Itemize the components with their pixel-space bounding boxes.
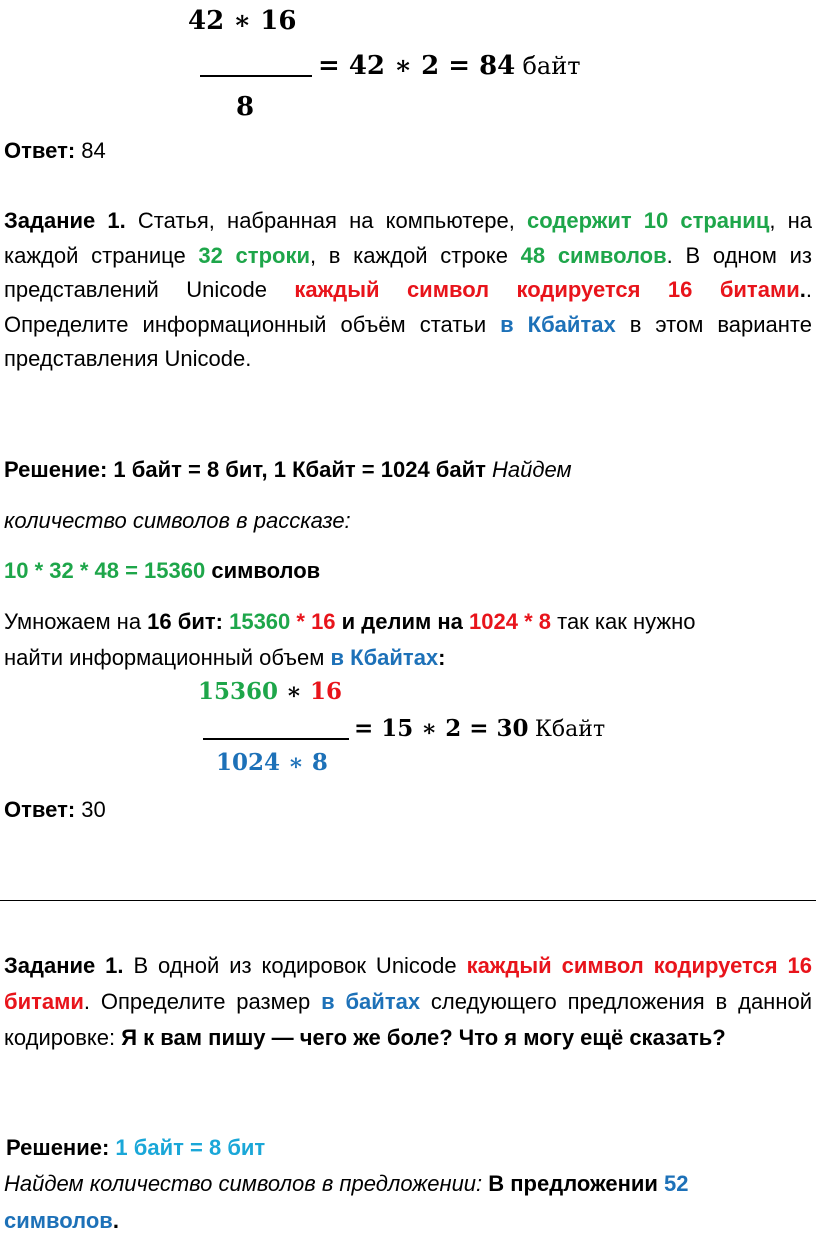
solution2-line2: количество символов в рассказе: [4, 508, 351, 533]
solution2-calc: 10 * 32 * 48 = 15360 символов [4, 558, 321, 583]
solution2-mult-line2: найти информационный объем в Кбайтах: [4, 645, 446, 670]
task3-paragraph: Задание 1. В одной из кодировок Unicode каждый символ кодируется 16 битами. Определите размер в байтах следующего предложения в данной кодировке: Я к вам пишу — чего же боле? Что я могу ещё сказать? [4, 953, 812, 1050]
answer2: Ответ: 30 [4, 797, 106, 822]
solution3-line3: символов. [4, 1208, 119, 1233]
solution3-line1: Решение: 1 байт = 8 бит [6, 1135, 266, 1160]
task2-paragraph: Задание 1. Статья, набранная на компьютере, содержит 10 страниц, на каждой странице 32 строки, в каждой строке 48 символов. В одном из представлений Unicode каждый символ кодируется 16 битами.. Определите информационный объём статьи в Кбайтах в этом варианте представления Unicode. [4, 208, 812, 371]
formula2-denominator: 1024 ∗ 8 [216, 749, 328, 776]
answer1: Ответ: 84 [4, 138, 106, 163]
formula2-fraction-bar [203, 738, 349, 740]
formula1-numerator: 42 ∗ 16 [188, 6, 297, 36]
formula1-denominator: 8 [236, 92, 255, 122]
formula2-result: = 15 ∗ 2 = 30 Кбайт [354, 715, 606, 742]
formula2-numerator: 15360 ∗ 16 [198, 678, 342, 705]
solution2-line1: Решение: 1 байт = 8 бит, 1 Кбайт = 1024 байт Найдем [4, 457, 572, 482]
formula1-result: = 42 ∗ 2 = 84 байт [318, 51, 581, 81]
section-divider [0, 900, 816, 901]
solution3-line2: Найдем количество символов в предложении: В предложении 52 [4, 1171, 689, 1196]
solution2-mult-line1: Умножаем на 16 бит: 15360 * 16 и делим на 1024 * 8 так как нужно [4, 609, 696, 634]
formula1-fraction-bar [200, 75, 312, 77]
